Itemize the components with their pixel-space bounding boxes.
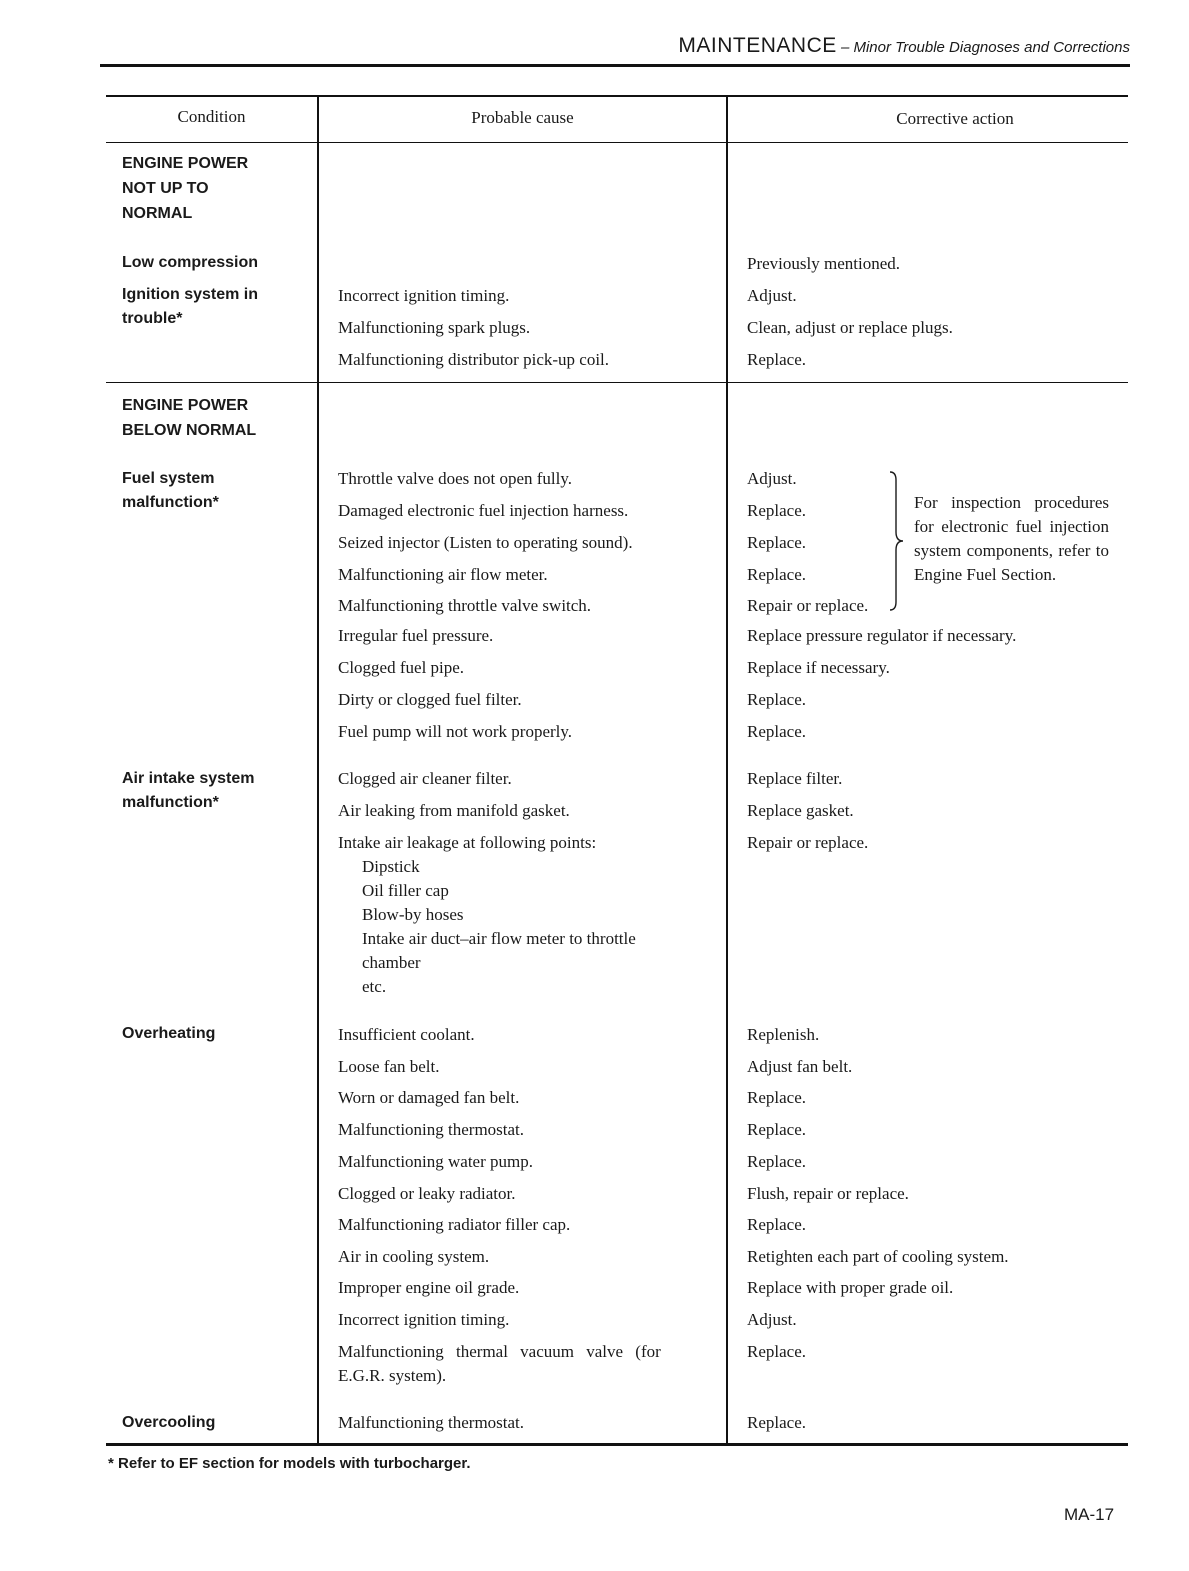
cause-cell: Malfunctioning spark plugs. — [338, 318, 531, 337]
cause-cell-continuation: E.G.R. system). — [338, 1366, 447, 1385]
action-cell: Adjust. — [747, 1310, 797, 1329]
cause-cell: Malfunctioning distributor pick-up coil. — [338, 350, 610, 369]
action-cell: Clean, adjust or replace plugs. — [747, 318, 953, 337]
cause-cell: Seized injector (Listen to operating sound). — [338, 533, 633, 552]
action-cell: Replace. — [747, 1152, 806, 1171]
section-heading-line: NOT UP TO — [122, 180, 209, 197]
cause-cell: Malfunctioning thermostat. — [338, 1413, 525, 1432]
action-cell: Adjust fan belt. — [747, 1057, 853, 1076]
leak-point: Intake air duct–air flow meter to throttle — [362, 929, 636, 948]
cause-cell: Malfunctioning water pump. — [338, 1152, 533, 1171]
cause-cell: Irregular fuel pressure. — [338, 626, 494, 645]
column-header-action: Corrective action — [896, 109, 1014, 128]
condition-label: trouble* — [122, 310, 183, 327]
section-heading-line: ENGINE POWER — [122, 397, 249, 414]
action-cell: Replace gasket. — [747, 801, 854, 820]
action-cell: Replace. — [747, 1120, 806, 1139]
header-subtitle: Minor Trouble Diagnoses and Corrections — [853, 39, 1130, 56]
section-heading-line: ENGINE POWER — [122, 155, 249, 172]
footnote: * Refer to EF section for models with turbocharger. — [108, 1455, 471, 1472]
cause-cell: Malfunctioning throttle valve switch. — [338, 596, 592, 615]
leak-point: chamber — [362, 953, 421, 972]
column-rule-left — [317, 95, 319, 1445]
action-cell: Replace. — [747, 565, 806, 584]
condition-label: Overheating — [122, 1025, 216, 1042]
cause-cell: Clogged air cleaner filter. — [338, 769, 512, 788]
action-cell: Replace. — [747, 1215, 806, 1234]
leak-point: Blow-by hoses — [362, 905, 464, 924]
action-cell: Adjust. — [747, 469, 797, 488]
cause-cell: Malfunctioning thermostat. — [338, 1120, 525, 1139]
cause-cell: Loose fan belt. — [338, 1057, 440, 1076]
action-cell: Replace. — [747, 1088, 806, 1107]
action-cell: Replace. — [747, 1342, 806, 1361]
leak-point: Oil filler cap — [362, 881, 449, 900]
table-bottom-rule — [106, 1443, 1128, 1446]
condition-label: Fuel system — [122, 470, 215, 487]
condition-label: Ignition system in — [122, 286, 259, 303]
leak-point: etc. — [362, 977, 387, 996]
cause-cell: Dirty or clogged fuel filter. — [338, 690, 522, 709]
column-header-condition: Condition — [177, 107, 246, 126]
section-heading-line: BELOW NORMAL — [122, 422, 257, 439]
action-cell: Repair or replace. — [747, 833, 869, 852]
condition-label: Low compression — [122, 254, 259, 271]
cause-cell: Incorrect ignition timing. — [338, 1310, 510, 1329]
action-cell: Retighten each part of cooling system. — [747, 1247, 1009, 1266]
condition-label: malfunction* — [122, 494, 219, 511]
leak-point: Dipstick — [362, 857, 420, 876]
cause-cell: Improper engine oil grade. — [338, 1278, 520, 1297]
action-cell: Adjust. — [747, 286, 797, 305]
column-header-rule — [106, 142, 1128, 143]
section-heading-line: NORMAL — [122, 205, 193, 222]
cause-cell: Intake air leakage at following points: — [338, 833, 597, 852]
table-top-rule — [106, 95, 1128, 97]
inspection-note: For inspection procedures for electronic fuel injection system components, refer to Engine Fuel Section. — [914, 493, 1109, 584]
page-number: MA-17 — [1064, 1505, 1115, 1524]
cause-cell: Worn or damaged fan belt. — [338, 1088, 520, 1107]
cause-cell: Fuel pump will not work properly. — [338, 722, 573, 741]
column-rule-right — [726, 95, 728, 1445]
header-separator: – — [836, 39, 854, 56]
condition-label: Air intake system — [122, 770, 255, 787]
cause-cell: Throttle valve does not open fully. — [338, 469, 573, 488]
cause-cell: Malfunctioning thermal vacuum valve (for — [338, 1342, 661, 1361]
section-divider-rule — [106, 382, 1128, 383]
cause-cell: Insufficient coolant. — [338, 1025, 475, 1044]
action-cell: Replace. — [747, 350, 806, 369]
cause-cell: Clogged or leaky radiator. — [338, 1184, 516, 1203]
cause-cell: Clogged fuel pipe. — [338, 658, 465, 677]
header-title: MAINTENANCE — [678, 34, 837, 57]
cause-cell: Air leaking from manifold gasket. — [338, 801, 570, 820]
right-brace-icon — [886, 470, 908, 612]
action-cell: Repair or replace. — [747, 596, 869, 615]
cause-cell: Malfunctioning radiator filler cap. — [338, 1215, 571, 1234]
condition-label: malfunction* — [122, 794, 219, 811]
action-cell: Replace. — [747, 690, 806, 709]
cause-cell: Incorrect ignition timing. — [338, 286, 510, 305]
action-cell: Replace filter. — [747, 769, 843, 788]
action-cell: Flush, repair or replace. — [747, 1184, 909, 1203]
condition-label: Overcooling — [122, 1414, 216, 1431]
page-header — [100, 34, 1130, 58]
action-cell: Previously mentioned. — [747, 254, 900, 273]
cause-cell: Air in cooling system. — [338, 1247, 490, 1266]
action-cell: Replace. — [747, 533, 806, 552]
cause-cell: Damaged electronic fuel injection harness. — [338, 501, 629, 520]
action-cell: Replace with proper grade oil. — [747, 1278, 954, 1297]
action-cell: Replace if necessary. — [747, 658, 890, 677]
action-cell: Replace. — [747, 501, 806, 520]
action-cell: Replenish. — [747, 1025, 820, 1044]
action-cell: Replace pressure regulator if necessary. — [747, 626, 1017, 645]
header-rule — [100, 64, 1130, 67]
column-header-cause: Probable cause — [471, 108, 574, 127]
cause-cell: Malfunctioning air flow meter. — [338, 565, 548, 584]
action-cell: Replace. — [747, 1413, 806, 1432]
action-cell: Replace. — [747, 722, 806, 741]
